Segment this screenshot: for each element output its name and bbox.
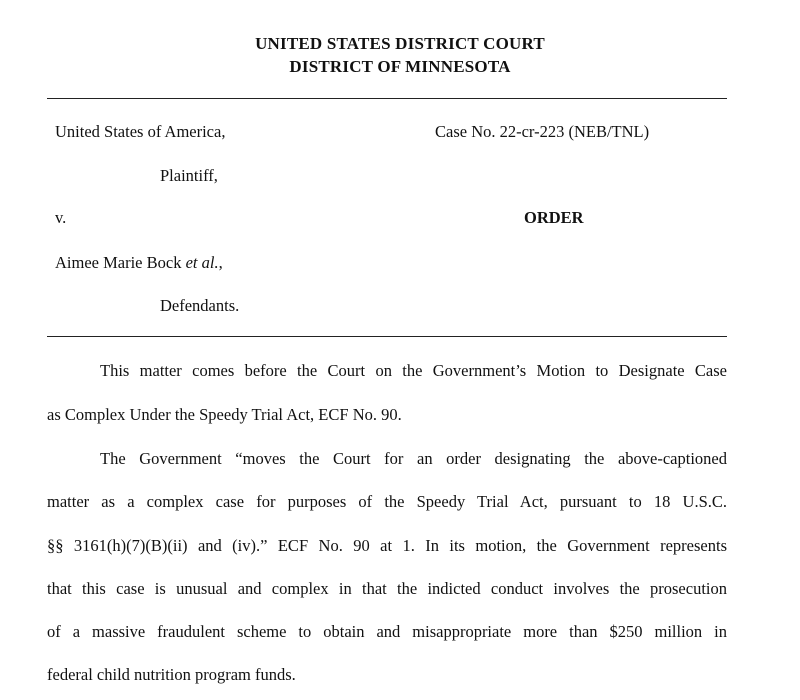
defendant-name: Aimee Marie Bock xyxy=(55,253,182,272)
defendant-name-line xyxy=(55,253,223,273)
body-line: matter as a complex case for purposes of the Speedy Trial Act, pursuant to 18 U.S.C. xyxy=(47,492,727,511)
body-line: The Government “moves the Court for an order designating the above-captioned xyxy=(100,449,727,468)
body-line: of a massive fraudulent scheme to obtain and misappropriate more than $250 million in xyxy=(47,622,727,641)
court-name: UNITED STATES DISTRICT COURT xyxy=(255,34,545,53)
defendant-comma: , xyxy=(218,253,223,272)
plaintiff-name: United States of America, xyxy=(55,122,226,141)
body-line: §§ 3161(h)(7)(B)(ii) and (iv).” ECF No. 90 at 1. In its motion, the Government represents xyxy=(47,536,727,555)
caption-top-rule xyxy=(47,98,727,99)
body-line: federal child nutrition program funds. xyxy=(47,665,296,684)
case-number: Case No. 22-cr-223 (NEB/TNL) xyxy=(435,122,650,141)
caption-bottom-rule xyxy=(47,336,727,337)
versus-label: v. xyxy=(55,208,67,227)
defendant-role: Defendants. xyxy=(160,296,240,315)
body-line: This matter comes before the Court on the Government’s Motion to Designate Case xyxy=(100,361,727,380)
body-line: as Complex Under the Speedy Trial Act, ECF No. 90. xyxy=(47,405,402,424)
court-district: DISTRICT OF MINNESOTA xyxy=(289,57,511,76)
document-title: ORDER xyxy=(524,208,584,227)
plaintiff-role: Plaintiff, xyxy=(160,166,218,185)
body-line: that this case is unusual and complex in that the indicted conduct involves the prosecution xyxy=(47,579,727,598)
defendant-et-al: et al. xyxy=(185,253,219,272)
